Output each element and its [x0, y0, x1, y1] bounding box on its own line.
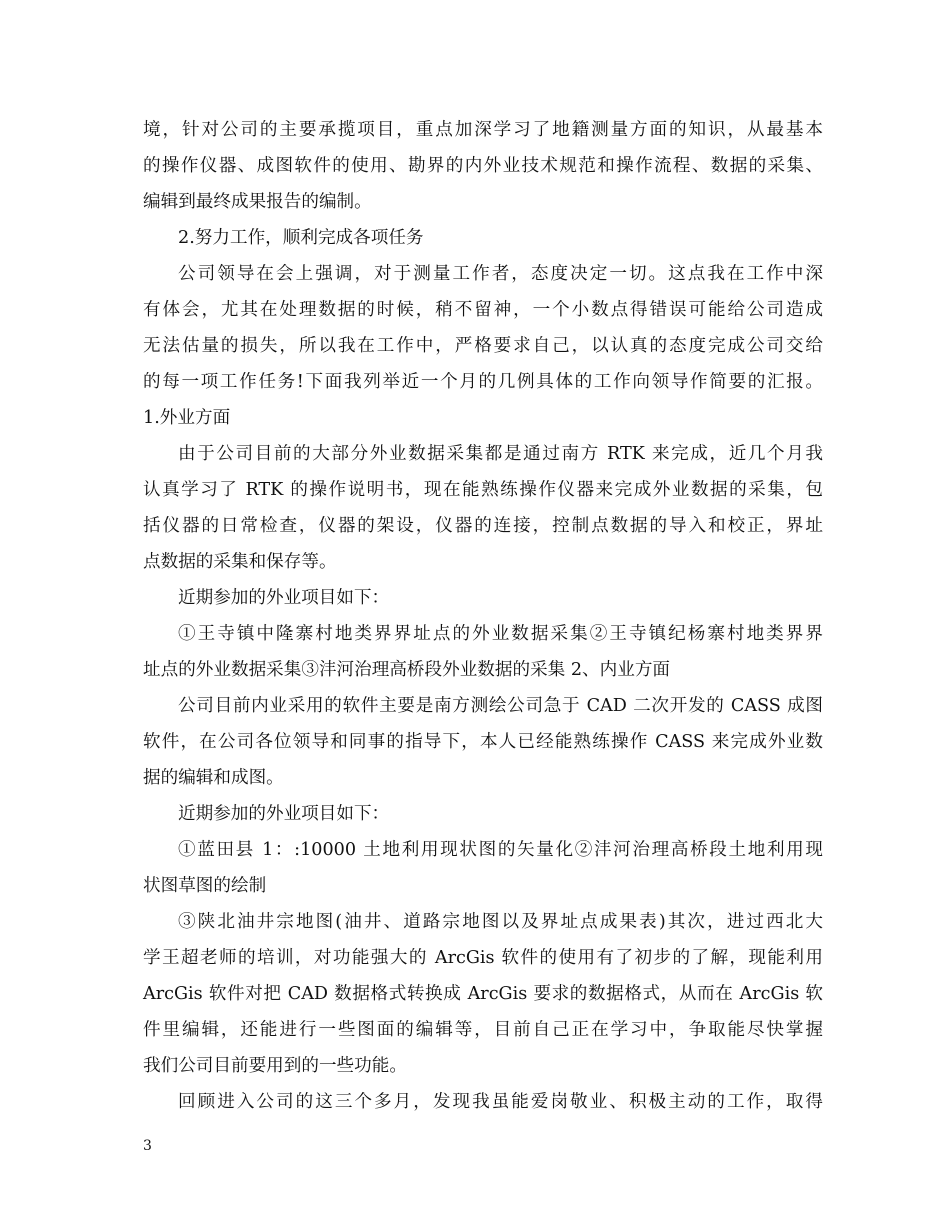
text-line: 由于公司目前的大部分外业数据采集都是通过南方 RTK 来完成，近几个月我 — [178, 444, 823, 464]
text-line: 状图草图的绘制 — [143, 876, 267, 896]
text-line: 的操作仪器、成图软件的使用、勘界的内外业技术规范和操作流程、数据的采集、 — [143, 156, 823, 176]
text-line: 学王超老师的培训，对功能强大的 ArcGis 软件的使用有了初步的了解，现能利用 — [143, 948, 823, 968]
text-line: ③陕北油井宗地图(油井、道路宗地图以及界址点成果表)其次，进过西北大 — [178, 912, 823, 932]
page-number: 3 — [143, 1138, 152, 1154]
text-line: ArcGis 软件对把 CAD 数据格式转换成 ArcGis 要求的数据格式，从而在 ArcGis 软 — [143, 984, 823, 1004]
text-line: ①蓝田县 1：:10000 土地利用现状图的矢量化②沣河治理高桥段土地利用现 — [178, 840, 823, 860]
section-heading: 1.外业方面 — [143, 408, 231, 428]
text-line: 境，针对公司的主要承揽项目，重点加深学习了地籍测量方面的知识，从最基本 — [143, 120, 823, 140]
text-line: 近期参加的外业项目如下： — [178, 804, 390, 824]
text-line: 我们公司目前要用到的一些功能。 — [143, 1056, 407, 1076]
document-body — [143, 112, 823, 1120]
text-line: ①王寺镇中隆寨村地类界界址点的外业数据采集②王寺镇纪杨寨村地类界界 — [178, 624, 823, 644]
text-line: 公司领导在会上强调，对于测量工作者，态度决定一切。这点我在工作中深 — [178, 264, 823, 284]
text-line: 近期参加的外业项目如下： — [178, 588, 390, 608]
text-line: 认真学习了 RTK 的操作说明书，现在能熟练操作仪器来完成外业数据的采集，包 — [143, 480, 823, 500]
text-line: 件里编辑，还能进行一些图面的编辑等，目前自己正在学习中，争取能尽快掌握 — [143, 1020, 823, 1040]
text-line: 的每一项工作任务!下面我列举近一个月的几例具体的工作向领导作简要的汇报。 — [143, 372, 823, 392]
section-heading: 2.努力工作，顺利完成各项任务 — [178, 228, 424, 248]
text-line: 编辑到最终成果报告的编制。 — [143, 192, 372, 212]
text-line: 址点的外业数据采集③沣河治理高桥段外业数据的采集 2、内业方面 — [143, 660, 671, 680]
text-line: 回顾进入公司的这三个多月，发现我虽能爱岗敬业、积极主动的工作，取得 — [178, 1092, 823, 1112]
text-line: 软件，在公司各位领导和同事的指导下，本人已经能熟练操作 CASS 来完成外业数 — [143, 732, 823, 752]
text-line: 点数据的采集和保存等。 — [143, 552, 337, 572]
text-line: 无法估量的损失，所以我在工作中，严格要求自己，以认真的态度完成公司交给 — [143, 336, 823, 356]
text-line: 有体会，尤其在处理数据的时候，稍不留神，一个小数点得错误可能给公司造成 — [143, 300, 823, 320]
text-line: 括仪器的日常检查，仪器的架设，仪器的连接，控制点数据的导入和校正，界址 — [143, 516, 823, 536]
text-line: 据的编辑和成图。 — [143, 768, 284, 788]
text-line: 公司目前内业采用的软件主要是南方测绘公司急于 CAD 二次开发的 CASS 成图 — [178, 696, 823, 716]
